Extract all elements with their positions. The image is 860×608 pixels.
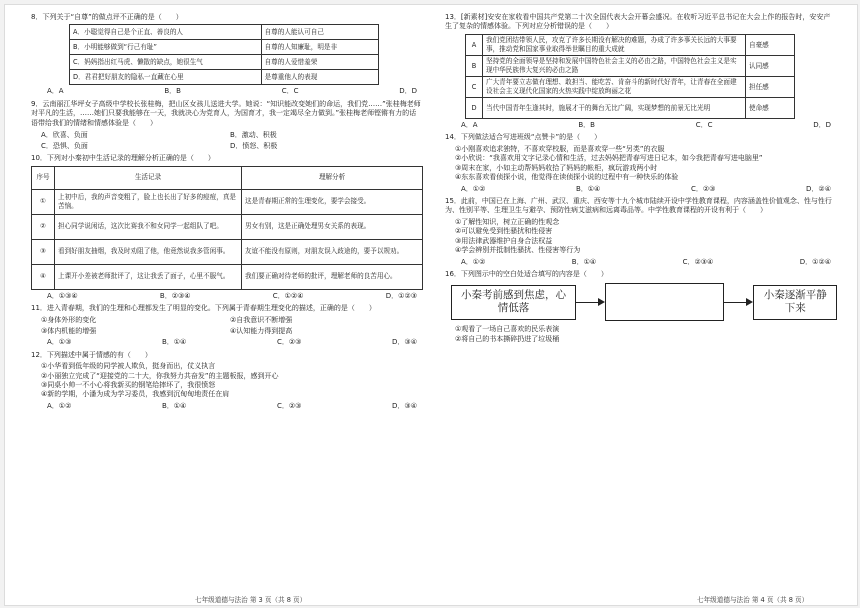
table-header-row xyxy=(32,166,423,189)
statement-item: ③周末在家，小如主动帮妈妈收拾了妈妈的帐柜，疯玩游戏两小时 xyxy=(455,163,658,172)
statement-item: ②可以避免受到性骚扰和性侵害 xyxy=(455,227,553,236)
table-cell: 我们要正确对待老师的批评，理解老师的良苦用心。 xyxy=(242,264,423,289)
table-row xyxy=(466,34,795,55)
option-d: D．①②④ xyxy=(799,257,831,266)
option-b: B．①④ xyxy=(161,401,187,410)
statement-item: ①小华看到低年级的同学被人欺负，挺身而出，仗义执言 xyxy=(41,362,216,371)
table-row xyxy=(70,55,379,70)
question-stem: 16．下列图示中的空白处适合填写的内容是（ ） xyxy=(445,270,608,278)
column-header: 理解分析 xyxy=(242,166,423,189)
table-cell: C xyxy=(466,76,483,97)
statement-item: ④新的学期，小潘为成为学习委员，我感到沉甸甸地责任在肩 xyxy=(41,390,230,399)
statement-item: ④学会辨别并抵制性骚扰、性侵害等行为 xyxy=(455,246,581,255)
answer-options xyxy=(445,183,837,194)
statement-item: ①了解性知识，树立正确的性观念 xyxy=(455,217,560,226)
q8-table xyxy=(69,24,379,85)
option-b: B．B xyxy=(164,87,181,96)
question-15 xyxy=(445,197,837,267)
question-11 xyxy=(31,304,423,348)
table-cell: 友谊不能没有原则，对朋友误入歧途的，要予以规劝。 xyxy=(242,239,423,264)
table-row xyxy=(466,76,795,97)
table-row xyxy=(32,214,423,239)
table-cell: 我们党团结带领人民，攻克了许多长期没有解决的难题，办成了许多事关长远的大事要事，推动党和国家事业取得举世瞩目的重大成就 xyxy=(483,34,746,55)
table-cell: 认同感 xyxy=(746,55,795,76)
option-a: A．①② xyxy=(461,257,486,266)
option-a: A．①② xyxy=(47,401,72,410)
table-cell: ③ xyxy=(32,239,55,264)
statement-item: ④东东喜欢看侦探小说，他觉得在读侦探小说的过程中有一种快乐的体验 xyxy=(455,173,679,182)
q10-table xyxy=(31,166,423,290)
flow-box-start: 小秦考前感到焦虑，心情低落 xyxy=(451,285,576,320)
statement-item: ②小丽独立完成了“迎接党的二十大，你我努力共奋发”的主题板报，感到开心 xyxy=(41,371,279,380)
table-cell: ④ xyxy=(32,264,55,289)
table-cell: C．妈妈指出红马虎、懒散的缺点，她很生气 xyxy=(70,55,262,70)
question-12 xyxy=(31,351,423,412)
answer-options xyxy=(31,85,423,96)
exam-sheet xyxy=(4,4,858,606)
option-d: D．D xyxy=(813,120,831,129)
statement-item: ①身体外形的变化 xyxy=(41,316,97,325)
option-c: C．恐惧、负面 xyxy=(41,141,88,150)
option-c: C．C xyxy=(281,87,299,96)
table-cell: 使命感 xyxy=(746,97,795,118)
option-b: B．激动、积极 xyxy=(230,131,277,140)
statement-item: ①小刚喜欢追求独特，不喜欢穿校服，而是喜欢穿一些“另类”的衣服 xyxy=(455,144,665,153)
flow-diagram xyxy=(451,283,837,321)
option-b: B．①④ xyxy=(575,184,601,193)
question-stem: 14．下列做法适合写进班级“点赞卡”的是（ ） xyxy=(445,133,602,142)
left-page xyxy=(31,13,423,414)
question-13 xyxy=(445,13,837,130)
question-9 xyxy=(31,100,423,151)
answer-options xyxy=(31,290,423,301)
option-c: C．②③ xyxy=(690,184,716,193)
arrow-right-icon xyxy=(576,298,605,306)
table-cell: B．小明能够做到“行己有耻” xyxy=(70,40,262,55)
question-stem: 12．下列描述中属于情感的有（ ） xyxy=(31,350,152,359)
question-16 xyxy=(445,270,837,344)
option-a: A．①③ xyxy=(47,338,72,347)
table-row xyxy=(70,40,379,55)
answer-options xyxy=(445,256,837,267)
question-stem: 15．此前，中国已在上海、广州、武汉、重庆、西安等十九个城市陆续开设中学性教育课程，内容涵盖性价值观念、性与性行为、性别平等、生理卫生与避孕、预防性病艾滋病和远离毒品等。中学性教育课程的开设有利于（ ） xyxy=(445,196,832,215)
statement-item: ①观看了一场自己喜欢的民乐表演 xyxy=(455,325,560,334)
page-footer-left: 七年级道德与法治 第 3 页（共 8 页） xyxy=(195,596,307,604)
column-header: 生活记录 xyxy=(55,166,242,189)
table-cell: A xyxy=(466,34,483,55)
option-d: D．②④ xyxy=(806,184,831,193)
table-row xyxy=(70,25,379,40)
table-cell: 上课开小差被老师批评了，这让我丢了面子，心里不服气。 xyxy=(55,264,242,289)
flow-box-blank xyxy=(605,283,724,321)
table-row xyxy=(70,70,379,85)
flow-box-end: 小秦逐渐平静下来 xyxy=(753,285,837,320)
option-b: B．①④ xyxy=(161,338,187,347)
statement-item: ②自我意识不断增强 xyxy=(230,316,293,325)
table-row xyxy=(466,97,795,118)
option-a: A．①② xyxy=(461,184,486,193)
statement-item: ③用法律武器维护自身合法权益 xyxy=(455,236,553,245)
table-cell: D xyxy=(466,97,483,118)
page-footer-right: 七年级道德与法治 第 4 页（共 8 页） xyxy=(697,596,809,604)
option-c: C．①②④ xyxy=(272,291,304,300)
table-cell: 自尊的人能认可自己 xyxy=(261,25,378,40)
question-10 xyxy=(31,154,423,301)
table-cell: 自尊的人知廉耻，明是非 xyxy=(261,40,378,55)
table-row xyxy=(32,239,423,264)
table-cell: 自豪感 xyxy=(746,34,795,55)
option-d: D．D xyxy=(399,87,417,96)
option-b: B．①④ xyxy=(571,257,597,266)
question-stem: 9．云南丽江华坪女子高级中学校长张桂梅，把山区女孩儿送进大学。她说：“知识能改变她们的命运，我们党……”张桂梅老师对平凡的生活，……她们只要我能够在一天，我就决心为党育人，为国育才，我一定竭尽全力做到。”张桂梅老师铿锵有力的话语带给我们的情绪和情感体验是（ ） xyxy=(31,99,421,127)
table-row xyxy=(32,264,423,289)
option-b: B．②③④ xyxy=(159,291,191,300)
table-row xyxy=(32,189,423,214)
question-14 xyxy=(445,133,837,194)
option-c: C．②③ xyxy=(276,338,302,347)
table-cell: ① xyxy=(32,189,55,214)
option-d: D．①②③ xyxy=(385,291,417,300)
table-cell: 上初中后，我的声音变粗了，脸上也长出了好多的痘痘，真是苦恼。 xyxy=(55,189,242,214)
statement-item: ④认知能力得到提高 xyxy=(230,326,293,335)
question-stem: 11．进入青春期，我们的生理和心理都发生了明显的变化。下列属于青春期生理变化的描述，正确的是（ ） xyxy=(31,303,376,312)
option-a: A．A xyxy=(461,120,478,129)
statement-item: ②将自己的书本撕碎扔进了垃圾桶 xyxy=(455,334,560,343)
option-a: A．①③④ xyxy=(47,291,78,300)
answer-options xyxy=(31,336,423,347)
statement-item: ③体内机能的增强 xyxy=(41,326,97,335)
table-cell: 这是青春期正常的生理变化，要学会接受。 xyxy=(242,189,423,214)
option-c: C．②③④ xyxy=(682,257,714,266)
table-cell: 看到好朋友抽烟，我及时劝阻了他，他竟然说我多管闲事。 xyxy=(55,239,242,264)
table-row xyxy=(466,55,795,76)
right-page xyxy=(445,13,837,347)
question-stem: 8．下列关于“自尊”的做点评不正确的是（ ） xyxy=(31,13,183,21)
statement-list xyxy=(31,315,423,336)
option-a: A．欣喜、负面 xyxy=(41,131,88,140)
option-d: D．愤怒、积极 xyxy=(230,141,278,150)
statement-item: ③同桌小帅一不小心将我新买的钢笔给摔坏了，我很愤怒 xyxy=(41,381,216,389)
option-c: C．②③ xyxy=(276,401,302,410)
answer-options xyxy=(31,400,423,411)
option-a: A．A xyxy=(47,87,64,96)
column-header: 序号 xyxy=(32,166,55,189)
q13-table xyxy=(465,34,795,119)
statement-item: ②小欣说：“我喜欢用文字记录心情和生活，过去妈妈把青春写进日记本，如今我把青春写进电脑里” xyxy=(455,154,763,163)
option-c: C．C xyxy=(695,120,713,129)
arrow-right-icon xyxy=(724,298,753,306)
table-cell: A．小聪觉得自己是个正直、善良的人 xyxy=(70,25,262,40)
option-d: D．③④ xyxy=(392,401,417,410)
table-cell: 广大青年要立志做有理想、敢担当、能吃苦、肯奋斗的新时代好青年，让青春在全面建设社会主义现代化国家的火热实践中绽放绚丽之花 xyxy=(483,76,746,97)
table-cell: 担任感 xyxy=(746,76,795,97)
table-cell: B xyxy=(466,55,483,76)
table-cell: 男女有别，这是正确处理男女关系的表现。 xyxy=(242,214,423,239)
question-8 xyxy=(31,13,423,97)
table-cell: 担心同学说闲话，这次比赛我不和女同学一起组队了吧。 xyxy=(55,214,242,239)
table-cell: 坚持党的全面领导是坚持和发展中国特色社会主义的必由之路，中国特色社会主义是实现中华民族伟大复兴的必由之路 xyxy=(483,55,746,76)
table-cell: ② xyxy=(32,214,55,239)
table-cell: 自尊的人爱惜羞荣 xyxy=(261,55,378,70)
answer-options xyxy=(31,130,423,151)
question-stem: 10．下列对小秦初中生活记录的理解分析正确的是（ ） xyxy=(31,154,215,163)
option-d: D．③④ xyxy=(392,338,417,347)
table-cell: 是尊重他人的表现 xyxy=(261,70,378,85)
question-stem: 13．[新素材]安安在家收看中国共产党第二十次全国代表大会开幕会盛况。在收听习近平总书记在大会上作的报告时，安安产生了复杂的情感体验。下列对应分析错误的是（ ） xyxy=(445,13,831,31)
answer-options xyxy=(445,119,837,130)
table-cell: D．君君把好朋友的隐私一直藏在心里 xyxy=(70,70,262,85)
table-cell: 当代中国青年生逢其时，施展才干的舞台无比广阔，实现梦想的前景无比光明 xyxy=(483,97,746,118)
option-b: B．B xyxy=(578,120,595,129)
